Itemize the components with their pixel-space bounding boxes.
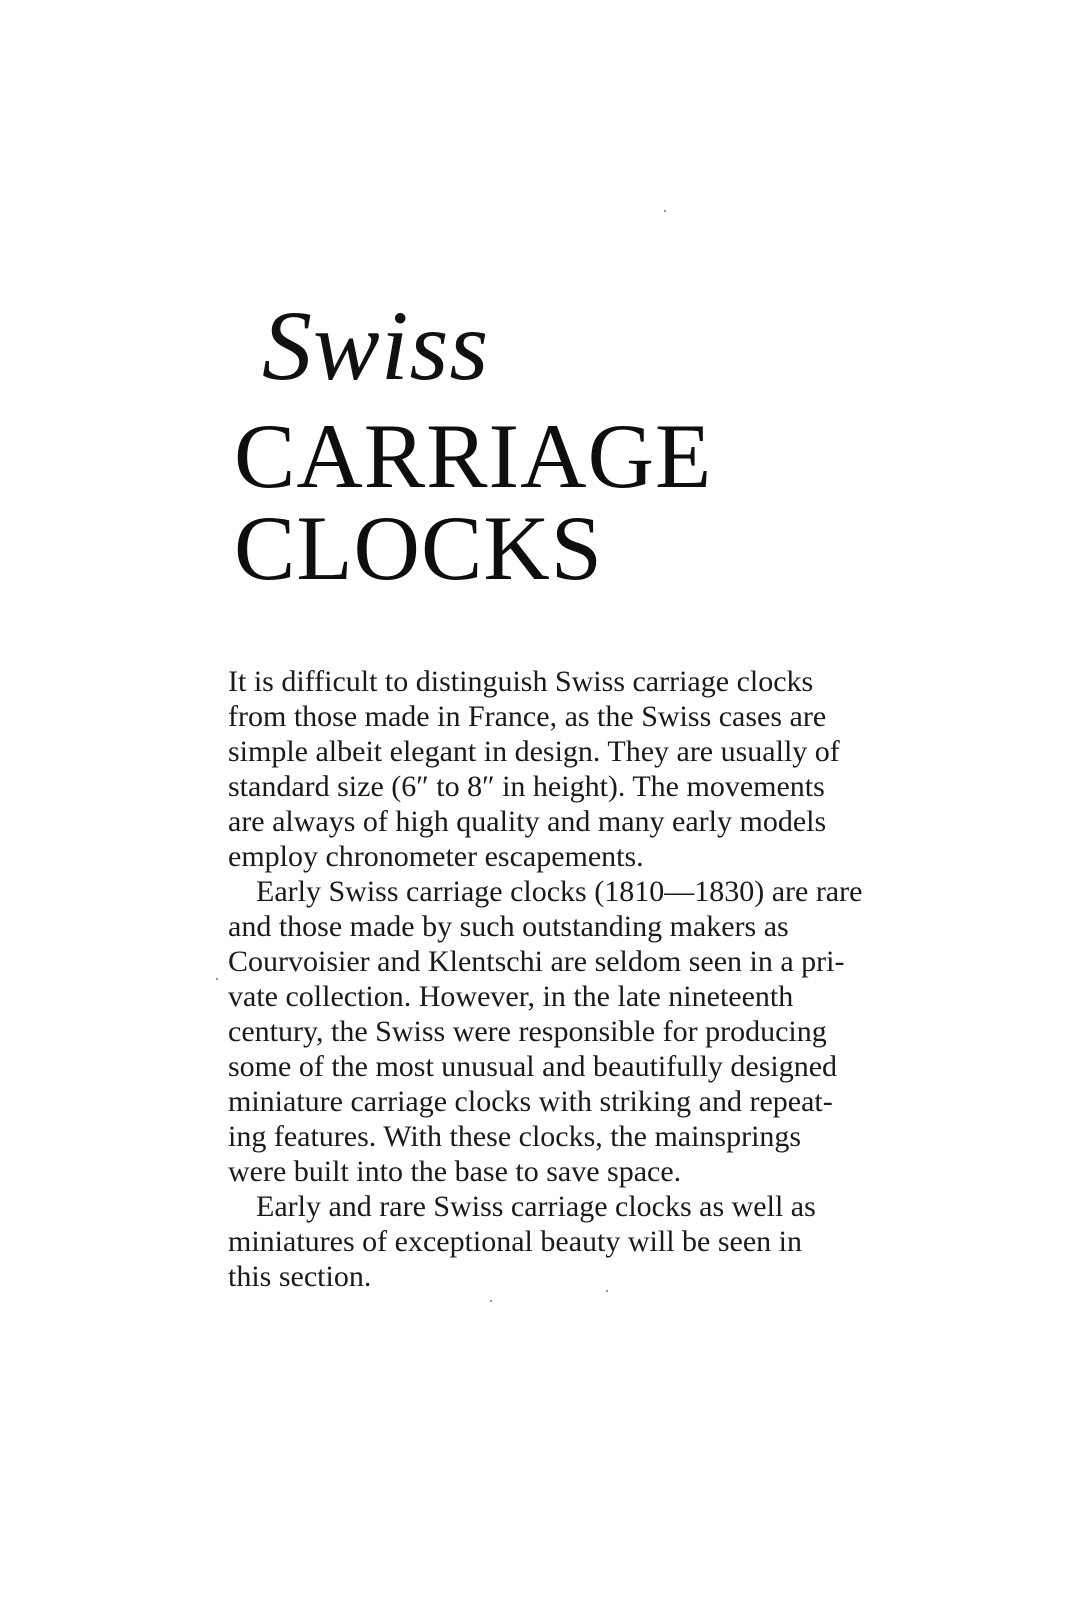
text-line: standard size (6″ to 8″ in height). The movements (228, 770, 825, 803)
text-line: some of the most unusual and beautifully designed (228, 1050, 838, 1083)
text-line: were built into the base to save space. (228, 1155, 682, 1188)
text-line: Early Swiss carriage clocks (1810—1830) are rare (256, 875, 863, 908)
title-line-carriage: CARRIAGE (234, 405, 713, 507)
paper-speck (490, 1300, 492, 1302)
paper-speck (216, 978, 218, 980)
paragraph-2 (228, 874, 918, 1189)
text-line: from those made in France, as the Swiss cases are (228, 700, 827, 733)
text-line: Early and rare Swiss carriage clocks as well as (256, 1190, 816, 1223)
text-line: this section. (228, 1260, 372, 1293)
text-line: vate collection. However, in the late nineteenth (228, 980, 794, 1013)
page-title (234, 405, 713, 599)
text-line: and those made by such outstanding makers as (228, 910, 789, 943)
text-line: miniature carriage clocks with striking and repeat- (228, 1085, 833, 1118)
text-line: are always of high quality and many early models (228, 805, 827, 838)
text-line: century, the Swiss were responsible for producing (228, 1015, 827, 1048)
script-title: Swiss (262, 290, 490, 401)
text-line: It is difficult to distinguish Swiss carriage clocks (228, 665, 814, 698)
text-line: miniatures of exceptional beauty will be seen in (228, 1225, 802, 1258)
text-line: simple albeit elegant in design. They are usually of (228, 735, 840, 768)
title-line-clocks: CLOCKS (234, 497, 603, 599)
paragraph-3 (228, 1189, 918, 1294)
text-line: employ chronometer escapements. (228, 840, 644, 873)
text-line: Courvoisier and Klentschi are seldom seen in a pri- (228, 945, 845, 978)
paragraph-1 (228, 664, 918, 874)
paper-speck (606, 1290, 608, 1292)
text-line: ing features. With these clocks, the mainsprings (228, 1120, 802, 1153)
body-text (228, 664, 918, 1294)
paper-speck (664, 210, 666, 212)
